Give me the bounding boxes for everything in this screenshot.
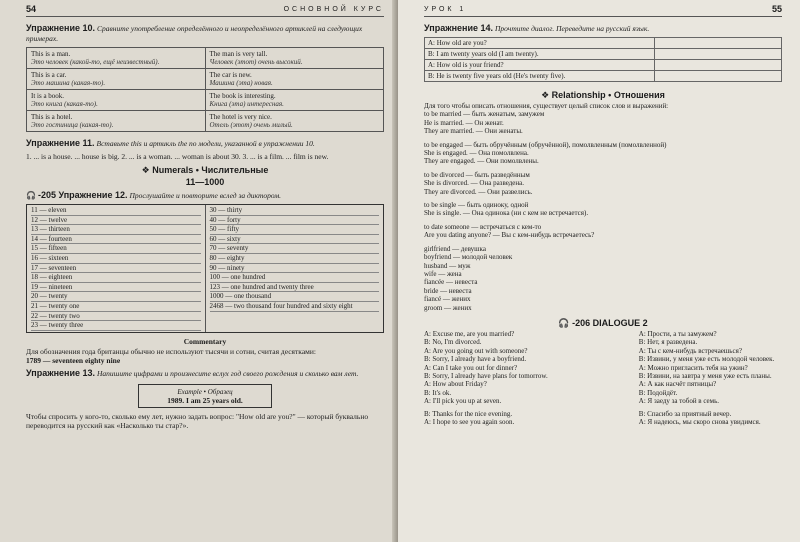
numeral-row: 70 — seventy [210,244,380,254]
vocabulary-line: fiancé — жених [424,295,471,304]
russian-translation: Книга (эта) интересная. [209,100,284,108]
numeral-row: 23 — twenty three [31,321,201,331]
dialogue-line: B: Sorry, I already have plans for tomorrow. [424,371,548,380]
dialogue-line: A: Можно пригласить тебя на ужин? [638,363,748,372]
dialogue-line: B: He is twenty five years old (He's twenty five). [425,71,655,82]
exercise-title: Упражнение 11. [26,138,95,148]
table-cell [205,111,384,132]
dialogue-line: B: Извини, на завтра у меня уже есть планы. [638,371,772,380]
table-cell [205,90,384,111]
audio-icon: 🎧 [558,318,570,329]
exercise-12-heading [26,190,384,201]
english-sentence: The hotel is very nice. [209,113,272,121]
numeral-row: 80 — eighty [210,254,380,264]
english-sentence: This is a hotel. [31,113,73,121]
dialogue-line: B: I am twenty years old (I am twenty). [425,49,655,60]
vocabulary-line: husband — муж [424,261,471,270]
numeral-row: 19 — nineteen [31,283,201,293]
vocabulary-line: They are engaged. — Они помолвлены. [424,157,539,166]
commentary-text: Для обозначения года британцы обычно не используют тысячи и сотни, считая десятками: [26,346,316,356]
numeral-row: 17 — seventeen [31,264,201,274]
vocabulary-line: to be married — быть женатым, замужем [424,110,545,119]
numeral-row: 20 — twenty [31,292,201,302]
dialogue-line: A: Я надеюсь, мы скоро снова увидимся. [638,418,761,426]
left-page [0,0,398,542]
dialogue-line: A: I'll pick you up at seven. [424,397,502,406]
english-sentence: This is a man. [31,50,71,58]
relationship-intro: Для того чтобы описать отношения, существует целый список слов и выражений: [424,102,669,110]
vocabulary-line: to be divorced — быть разведённым [424,170,530,179]
dialogue-2 [424,330,782,426]
dialogue-line: B: Thanks for the nice evening. [424,409,513,418]
dialogue-line: B: Извини, у меня уже есть молодой человек. [638,355,775,364]
exercise-13-heading [26,368,384,379]
translation-blank [655,60,782,71]
russian-translation: Человек (этот) очень высокий. [209,58,303,66]
table-cell [205,48,384,69]
dialogue-line: A: How old are you? [425,38,655,49]
vocabulary-line: to be single — быть одиноку, одной [424,201,529,210]
russian-translation: Это книга (какая-то). [31,100,98,108]
exercise-instruction: Вставьте this и артикль the по модели, указанной в упражнении 10. [96,139,315,148]
audio-icon: 🎧 [26,191,36,200]
vocabulary-line: to be engaged — быть обручённым (обручённой), помолвленным (помолвленной) [424,140,667,149]
running-head: УРОК 1 [424,5,467,13]
table-row [27,111,384,132]
exercise-11-heading [26,138,384,149]
exercise-title: Упражнение 10. [26,23,96,33]
vocabulary-line: They are divorced. — Они развелись. [424,187,533,196]
vocabulary-line: to date someone — встречаться с кем-то [424,222,542,231]
exercise-title: -205 Упражнение 12. [37,190,128,200]
commentary-example: 1789 — seventeen eighty nine [26,355,121,365]
dialogue-title: 🎧 -206 DIALOGUE 2 [558,317,648,329]
dialogue-line: A: Can I take you out for dinner? [424,363,518,372]
vocabulary-line: bride — невеста [424,286,472,295]
vocabulary-line: groom — жених [424,303,472,312]
table-cell [27,90,206,111]
exercise-11-body: 1. ... is a house. ... house is big. 2. ... is a woman. ... woman is about 30. 3. ... is a film. ... film is new. [26,152,329,161]
dialogue-line: A: How about Friday? [424,380,487,389]
dialogue-line: B: Спасибо за приятный вечер. [638,409,732,418]
translation-blank [655,71,782,82]
dialogue-line: B: It's ok. [424,388,452,397]
exercise-10-heading [26,23,384,44]
numeral-row: 50 — fifty [210,225,380,235]
example-text: 1989. I am 25 years old. [167,395,243,405]
dialogue-line: A: Excuse me, are you married? [424,329,515,338]
vocabulary-line: girlfriend — девушка [424,244,486,253]
numeral-row: 13 — thirteen [31,225,201,235]
vocabulary-line: He is married. — Он женат. [424,118,504,127]
table-cell [205,69,384,90]
russian-translation: Отель (этот) очень милый. [209,121,293,129]
table-row [425,49,782,60]
dialogue-line: A: Are you going out with someone? [424,346,528,355]
page-number: 55 [771,4,782,14]
exercise-instruction: Прочтите диалог. Переведите на русский язык. [495,24,650,33]
table-cell [27,48,206,69]
dialogue-line: B: No, I'm divorced. [424,338,482,347]
numeral-row: 22 — twenty two [31,312,201,322]
right-page [398,0,800,542]
dialogue-line: B: Подойдёт. [638,388,678,397]
russian-translation: Это гостиница (какая-то). [31,121,114,129]
dialogue-line: A: Прости, а ты замужем? [638,329,717,338]
dialogue-english-column [424,330,639,426]
commentary-title: Commentary [183,336,227,346]
table-cell [27,111,206,132]
left-header [26,4,384,17]
russian-translation: Это машина (какая-то). [31,79,106,87]
running-head: ОСНОВНОЙ КУРС [283,5,384,13]
exercise-instruction: Прослушайте и повторите вслед за диктором. [129,191,281,200]
numeral-row: 100 — one hundred [210,273,380,283]
vocabulary-line: She is single. — Она одинока (ни с кем не встречается). [424,209,589,218]
russian-translation: Это человек (какой-то, ещё неизвестный). [31,58,160,66]
numeral-row: 123 — one hundred and twenty three [210,283,380,293]
example-label: Example • Образец [177,387,233,396]
numerals-table [26,204,384,333]
table-cell [27,69,206,90]
numeral-row: 18 — eighteen [31,273,201,283]
table-row [425,38,782,49]
diamond-bullet-icon: ❖ [541,91,550,101]
article-comparison-table [26,47,384,132]
page-number: 54 [26,4,37,14]
right-header [424,4,782,17]
translation-blank [655,38,782,49]
table-row [425,71,782,82]
vocabulary-line: fiancée — невеста [424,278,478,287]
numeral-row: 15 — fifteen [31,244,201,254]
dialogue-line: A: How old is your friend? [425,60,655,71]
dialogue-line: B: Sorry, I already have a boyfriend. [424,355,527,364]
russian-translation: Машина (эта) новая. [209,79,273,87]
numeral-row: 2468 — two thousand four hundred and sixty eight [210,302,380,312]
exercise-title: Упражнение 14. [424,23,494,33]
numeral-row: 30 — thirty [210,206,380,216]
numeral-row: 16 — sixteen [31,254,201,264]
example-box [138,384,272,408]
table-row [425,60,782,71]
section-subtitle: 11—1000 [185,177,225,187]
numerals-column [205,205,384,332]
table-row [27,69,384,90]
vocabulary-line: She is divorced. — Она разведена. [424,179,524,188]
vocabulary-line: They are married. — Они женаты. [424,127,523,136]
exercise-instruction: Сравните употребление определённого и неопределённого артиклей на следующих примерах. [26,24,363,43]
relationship-vocabulary [424,110,782,312]
vocabulary-line: She is engaged. — Она помолвлена. [424,149,529,158]
numeral-row: 21 — twenty one [31,302,201,312]
english-sentence: This is a car. [31,71,67,79]
vocabulary-line: Are you dating anyone? — Вы с кем-нибудь встречаетесь? [424,231,595,240]
numeral-row: 11 — eleven [31,206,201,216]
vocabulary-line: boyfriend — молодой человек [424,253,513,262]
dialogue-line: A: I hope to see you again soon. [424,418,515,426]
dialogue-line: A: Ты с кем-нибудь встречаешься? [638,346,742,355]
exercise-instruction: Напишите цифрами и произнесите вслух год своего рождения и сколько вам лет. [97,368,359,378]
exercise-14-heading [424,23,782,34]
bottom-paragraph: Чтобы спросить у кого-то, сколько ему лет, нужно задать вопрос: "How old are you?" — который буквально переводится на русский как «Насколько ты стар?». [26,411,369,430]
numeral-row: 14 — fourteen [31,235,201,245]
numeral-row: 90 — ninety [210,264,380,274]
english-sentence: The car is new. [209,71,252,79]
numeral-row: 60 — sixty [210,235,380,245]
numeral-row: 12 — twelve [31,216,201,226]
section-title: ❖ Relationship • Отношения [541,90,665,101]
vocabulary-line: wife — жена [424,269,462,278]
numeral-row: 1000 — one thousand [210,292,380,302]
numerals-column [27,205,205,332]
translation-blank [655,49,782,60]
english-sentence: It is a book. [31,92,65,100]
diamond-bullet-icon: ❖ [141,166,150,176]
numeral-row: 40 — forty [210,216,380,226]
dialogue-russian-column [639,330,782,426]
dialogue-line: B: Нет, я разведена. [638,338,698,347]
table-row [27,48,384,69]
exercise-title: Упражнение 13. [26,367,96,378]
section-title: ❖ Numerals • Числительные [141,165,269,176]
dialogue-line: A: А как насчёт пятницы? [638,380,717,389]
dialogue-line: A: Я заеду за тобой в семь. [638,397,720,406]
dialogue-translation-table [424,37,782,82]
english-sentence: The book is interesting. [209,92,276,100]
english-sentence: The man is very tall. [209,50,268,58]
table-row [27,90,384,111]
